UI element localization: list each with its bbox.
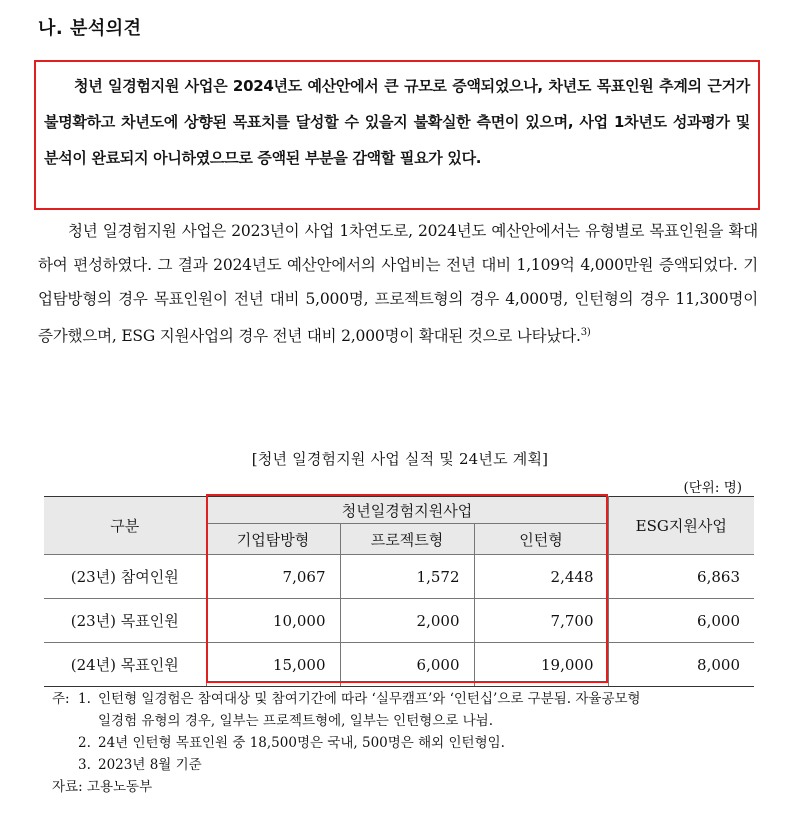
header-project: 프로젝트형 <box>340 524 474 555</box>
header-intern: 인턴형 <box>474 524 608 555</box>
header-group: 청년일경험지원사업 <box>206 497 608 524</box>
cell-value: 2,448 <box>474 555 608 599</box>
footnote-ref: 3) <box>580 327 591 338</box>
note-text: 2023년 8월 기준 <box>98 757 202 773</box>
table-notes <box>52 688 772 776</box>
note-text: 일경험 유형의 경우, 일부는 프로젝트형에, 일부는 인턴형으로 나뉨. <box>98 713 494 729</box>
table-unit: (단위: 명) <box>683 480 742 496</box>
row-label: (23년) 목표인원 <box>44 599 206 643</box>
table-row <box>44 643 754 687</box>
header-category: 구분 <box>44 497 206 555</box>
table-row <box>44 555 754 599</box>
summary-text: 청년 일경험지원 사업은 2024년도 예산안에서 큰 규모로 증액되었으나, 차년도 목표인원 추계의 근거가 불명확하고 차년도에 상향된 목표치를 달성할 수 있을지 불확실한 측면이 있으며, 사업 1차년도 성과평가 및 분석이 완료되지 아니하였으므로 증액된 부분을 감액할 필요가 있다. <box>44 77 750 167</box>
note-number: 1. <box>78 691 91 707</box>
summary-highlight-box <box>34 60 760 210</box>
note-prefix: 주: <box>52 691 70 707</box>
cell-value: 8,000 <box>608 643 754 687</box>
section-title: 나. 분석의견 <box>38 18 142 39</box>
cell-value: 7,067 <box>206 555 340 599</box>
table-title: [청년 일경험지원 사업 실적 및 24년도 계획] <box>251 450 549 468</box>
cell-value: 19,000 <box>474 643 608 687</box>
cell-value: 6,000 <box>608 599 754 643</box>
header-company-visit: 기업탐방형 <box>206 524 340 555</box>
source-citation: 자료: 고용노동부 <box>52 779 153 795</box>
body-text: 청년 일경험지원 사업은 2023년이 사업 1차연도로, 2024년도 예산안에서는 유형별로 목표인원을 확대하여 편성하였다. 그 결과 2024년도 예산안에서의 사업비는 전년 대비 1,109억 4,000만원 증액되었다. 기업탐방형의 경우 목표인원이 전년 대비 5,000명, 프로젝트형의 경우 4,000명, 인턴형의 경우 11,300명이 증가했으며, ESG 지원사업의 경우 전년 대비 2,000명이 확대된 것으로 나타났다. <box>38 222 758 345</box>
row-label: (24년) 목표인원 <box>44 643 206 687</box>
table-row <box>44 599 754 643</box>
header-esg: ESG지원사업 <box>608 497 754 555</box>
cell-value: 6,863 <box>608 555 754 599</box>
row-label: (23년) 참여인원 <box>44 555 206 599</box>
cell-value: 2,000 <box>340 599 474 643</box>
note-number: 2. <box>78 735 91 751</box>
note-item <box>52 732 772 754</box>
note-item-continued <box>52 710 772 732</box>
cell-value: 7,700 <box>474 599 608 643</box>
note-item <box>52 754 772 776</box>
cell-value: 10,000 <box>206 599 340 643</box>
performance-table <box>44 496 754 687</box>
note-text: 24년 인턴형 목표인원 중 18,500명은 국내, 500명은 해외 인턴형임. <box>98 735 505 751</box>
cell-value: 15,000 <box>206 643 340 687</box>
note-item <box>52 688 772 710</box>
note-text: 인턴형 일경험은 참여대상 및 참여기간에 따라 ‘실무캠프’와 ‘인턴십’으로 구분됨. 자율공모형 <box>98 691 641 707</box>
cell-value: 1,572 <box>340 555 474 599</box>
cell-value: 6,000 <box>340 643 474 687</box>
body-paragraph <box>38 214 758 353</box>
note-number: 3. <box>78 757 91 773</box>
